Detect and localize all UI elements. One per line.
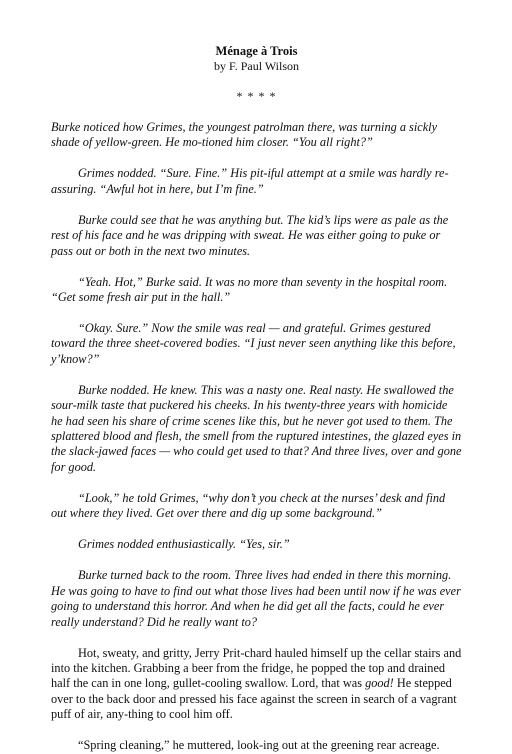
spacer	[51, 522, 462, 538]
spacer	[51, 259, 462, 275]
story-title: Ménage à Trois	[215, 44, 298, 58]
paragraph-7: “Look,” he told Grimes, “why don’t you check at the nurses’ desk and find out where they lived. Get over there and dig up some background.”	[51, 490, 446, 521]
spacer	[51, 367, 462, 383]
paragraph-10	[51, 646, 462, 723]
paragraph-8: Grimes nodded enthusiastically. “Yes, sir.”	[78, 537, 290, 552]
paragraph-6: Burke nodded. He knew. This was a nasty one. Real nasty. He swallowed the sour-milk taste that puckered his cheeks. In his twenty-three years with homicide he had seen his share of crime scenes like this, but he never got used to them. The splattered blood and flesh, the smell from the ruptured intestines, the glazed eyes in the slack-jawed faces — who could get used to that? And three lives, over and gone for good.	[51, 382, 462, 474]
spacer	[51, 305, 462, 321]
paragraph-1: Burke noticed how Grimes, the youngest patrolman there, was turning a sickly shade of yellow-green. He mo-tioned him closer. “You all right?”	[51, 120, 438, 150]
spacer	[51, 553, 462, 569]
spacer	[51, 151, 462, 167]
spacer	[51, 630, 462, 646]
paragraph-2: Grimes nodded. “Sure. Fine.” His pit-iful attempt at a smile was hardly re-assuring. “Awful hot in here, but I’m fine.”	[51, 166, 449, 196]
paragraph-10-emphasis: good!	[365, 676, 394, 691]
paragraph-11: “Spring cleaning,” he muttered, look-ing out at the greening rear acreage.	[78, 738, 440, 753]
section-separator: * * * *	[236, 89, 277, 103]
spacer	[51, 197, 462, 213]
paragraph-9: Burke turned back to the room. Three lives had ended in there this morning. He was going to have to find out what those lives had been until now if he was ever going to understand this horror. And when he did get all the facts, could he ever really understand? Did he really want to?	[51, 568, 461, 629]
paragraph-10-text-after: He stepped over to the back door and pressed his face against the screen in search of a vagrant puff of air, any-thing to cool him off.	[51, 676, 457, 722]
paragraph-10-text-before: Hot, sweaty, and gritty, Jerry Prit-chard hauled himself up the cellar stairs and into the kitchen. Grabbing a beer from the fridge, he popped the top and drained half the can in one long, gullet-cooling swallow. Lord, that was	[51, 645, 462, 691]
story-author: by F. Paul Wilson	[213, 59, 299, 73]
paragraph-5: “Okay. Sure.” Now the smile was real — and grateful. Grimes gestured toward the three sheet-covered bodies. “I just never seen anything like this before, y’know?”	[51, 321, 456, 366]
spacer	[51, 475, 462, 491]
paragraph-3: Burke could see that he was anything but. The kid’s lips were as pale as the rest of his face and he was dripping with sweat. He was either going to puke or pass out or both in the next two minutes.	[51, 212, 449, 258]
spacer	[51, 723, 462, 739]
paragraph-4: “Yeah. Hot,” Burke said. It was no more than seventy in the hospital room. “Get some fresh air put in the hall.”	[51, 274, 448, 305]
spacer	[51, 104, 462, 120]
